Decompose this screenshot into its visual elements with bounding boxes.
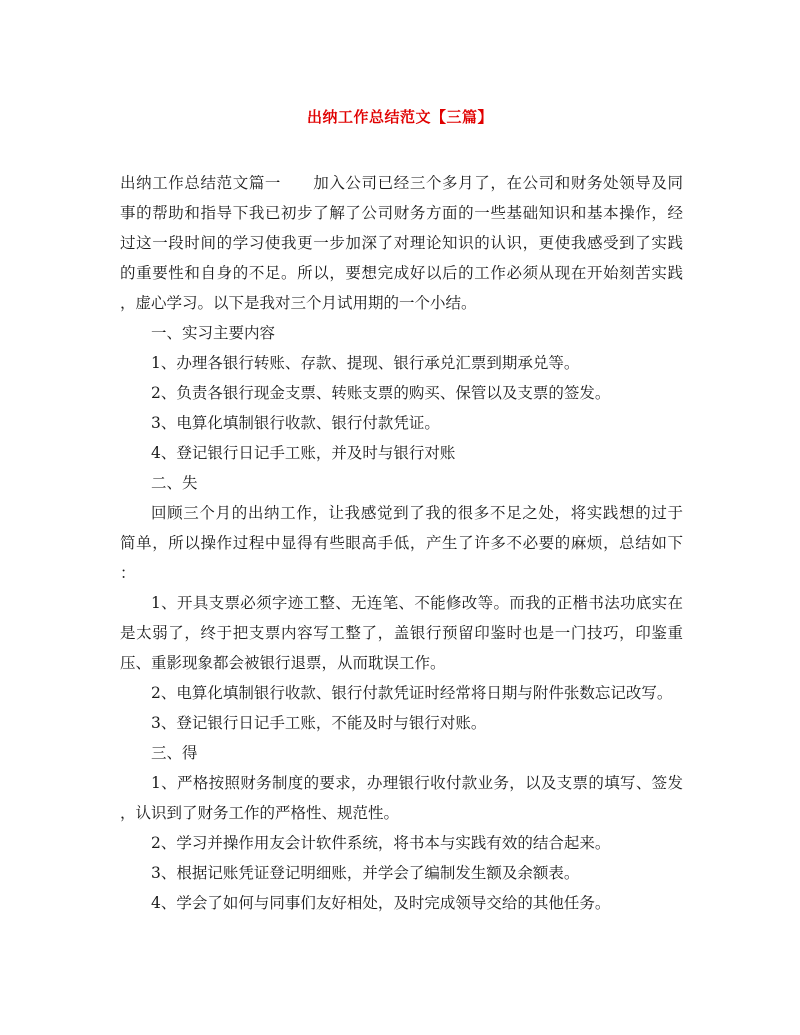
text-line: 3、登记银行日记手工账，不能及时与银行对账。 (151, 714, 487, 732)
text-line: 事的帮助和指导下我已初步了解了公司财务方面的一些基础知识和基本操作，经 (120, 204, 683, 222)
text-line: 2、电算化填制银行收款、银行付款凭证时经常将日期与附件张数忘记改写。 (151, 684, 673, 702)
text-line: 1、开具支票必须字迹工整、无连笔、不能修改等。而我的正楷书法功底实在 (151, 594, 683, 612)
text-line: 出纳工作总结范文篇一 加入公司已经三个多月了，在公司和财务处领导及同 (120, 174, 683, 192)
text-line: 3、根据记账凭证登记明细账，并学会了编制发生额及余额表。 (151, 864, 580, 882)
text-line: 压、重影现象都会被银行退票，从而耽误工作。 (120, 654, 446, 672)
text-line: 1、严格按照财务制度的要求，办理银行收付款业务，以及支票的填写、签发 (151, 774, 683, 792)
page-title: 出纳工作总结范文【三篇】 (306, 108, 493, 126)
document-body (120, 168, 683, 918)
text-line: 4、学会了如何与同事们友好相处，及时完成领导交给的其他任务。 (151, 894, 611, 912)
text-line: 一、实习主要内容 (151, 324, 276, 342)
text-line: ： (120, 564, 136, 582)
text-line: 2、学习并操作用友会计软件系统，将书本与实践有效的结合起来。 (151, 834, 611, 852)
text-line: 3、电算化填制银行收款、银行付款凭证。 (151, 414, 440, 432)
text-line: 过这一段时间的学习使我更一步加深了对理论知识的认识，更使我感受到了实践 (120, 234, 683, 252)
text-line: ，虚心学习。以下是我对三个月试用期的一个小结。 (120, 294, 477, 312)
text-line: 三、得 (151, 744, 198, 762)
text-line: 2、负责各银行现金支票、转账支票的购买、保管以及支票的签发。 (151, 384, 611, 402)
text-line: 回顾三个月的出纳工作，让我感觉到了我的很多不足之处，将实践想的过于 (151, 504, 683, 522)
text-line: ，认识到了财务工作的严格性、规范性。 (120, 804, 400, 822)
text-line: 的重要性和自身的不足。所以，要想完成好以后的工作必须从现在开始刻苦实践 (120, 264, 683, 282)
text-line: 简单，所以操作过程中显得有些眼高手低，产生了许多不必要的麻烦，总结如下 (120, 534, 683, 552)
text-line: 二、失 (151, 474, 198, 492)
text-line: 1、办理各银行转账、存款、提现、银行承兑汇票到期承兑等。 (151, 354, 580, 372)
text-line: 4、登记银行日记手工账，并及时与银行对账 (151, 444, 456, 462)
text-line: 是太弱了，终于把支票内容写工整了，盖银行预留印鉴时也是一门技巧，印鉴重 (120, 624, 683, 642)
